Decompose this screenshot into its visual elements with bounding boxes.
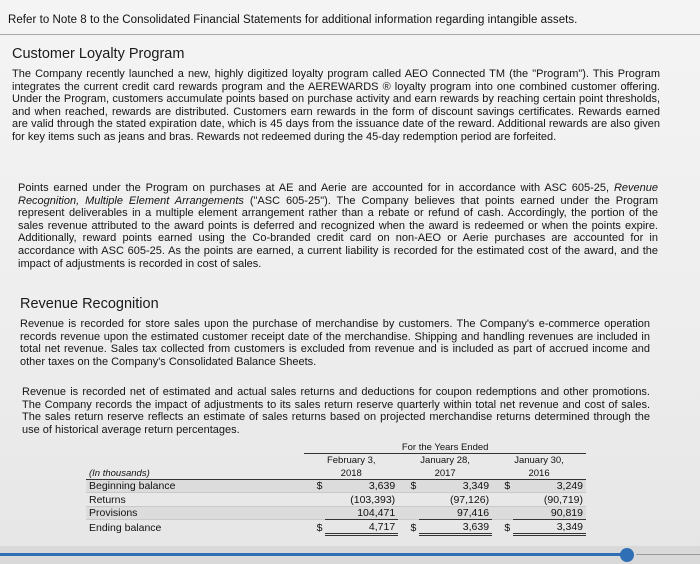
currency-symbol: $ xyxy=(398,479,419,493)
cell-value: 104,471 xyxy=(325,506,398,520)
col3-header-line1: January 30, xyxy=(514,455,564,466)
table-row xyxy=(86,493,586,507)
col1-header-line2: 2018 xyxy=(304,466,398,479)
cell-value: 3,639 xyxy=(325,479,398,493)
cell-value: 3,249 xyxy=(513,479,586,493)
col1-header-line1: February 3, xyxy=(326,455,376,466)
loyalty-p2-text-b: ("ASC 605-25"). The Company believes that points earned under the Program represent deliverables in a multiple element arrangement rather than a rebate or refund of cash. Accordingly, the portion of the sales revenue attributed to the award points is deferred and recognized when the award is redeemed or when the points expire. Additionally, reward points earned using the Co-branded credit card on non-AEO or Aerie purchases are accounted for in accordance with ASC 605-25. As the points are earned, a current liability is recorded for the estimated cost of the award, and the impact of adjustments is recorded in cost of sales. xyxy=(18,194,658,270)
cell-value: 3,349 xyxy=(513,520,586,535)
cell-value: (97,126) xyxy=(419,493,492,507)
loyalty-p2-italic: Revenue Recognition, Multiple Element Arrangements xyxy=(18,182,658,207)
currency-symbol xyxy=(492,506,513,520)
table-row xyxy=(86,479,586,493)
currency-symbol: $ xyxy=(410,522,417,534)
col3-header-line2: 2016 xyxy=(492,466,586,479)
currency-symbol: $ xyxy=(504,522,511,534)
loyalty-heading: Customer Loyalty Program xyxy=(12,46,185,62)
intangible-assets-note: Refer to Note 8 to the Consolidated Financial Statements for additional information regarding intangible assets. xyxy=(8,14,578,26)
currency-symbol: $ xyxy=(316,522,323,534)
cell-value: (90,719) xyxy=(513,493,586,507)
loyalty-paragraph-2 xyxy=(18,182,658,270)
currency-symbol xyxy=(398,493,419,507)
scroll-progress-bar[interactable] xyxy=(0,553,622,556)
table-column-header-row-2 xyxy=(86,466,586,479)
cell-value: 97,416 xyxy=(419,506,492,520)
cell-value: (103,393) xyxy=(325,493,398,507)
table-column-header-row-1 xyxy=(86,453,586,466)
scroll-handle[interactable] xyxy=(620,548,634,562)
cell-value: 3,349 xyxy=(419,479,492,493)
currency-symbol xyxy=(398,506,419,520)
table-row xyxy=(86,520,586,535)
row-label: Beginning balance xyxy=(86,479,304,493)
revenue-heading: Revenue Recognition xyxy=(20,296,159,312)
currency-symbol: $ xyxy=(304,479,325,493)
cell-value: 90,819 xyxy=(513,506,586,520)
divider xyxy=(0,34,700,35)
currency-symbol: $ xyxy=(492,479,513,493)
currency-symbol xyxy=(492,493,513,507)
table-span-header-row xyxy=(86,440,586,453)
row-label: Ending balance xyxy=(89,522,162,534)
cell-value: 3,639 xyxy=(419,520,492,535)
unit-label: (In thousands) xyxy=(86,466,304,479)
loyalty-p2-text-a: Points earned under the Program on purchases at AE and Aerie are accounted for in accordance with ASC 605-25, xyxy=(18,182,614,194)
revenue-paragraph-2: Revenue is recorded net of estimated and actual sales returns and deductions for coupon redemptions and other promotions. The Company records the impact of adjustments to its sales return reserve quarterly within total net revenue and cost of sales. The sales return reserve reflects an estimate of sales returns based on projected merchandise returns determined through the use of historical average return percentages. xyxy=(22,386,650,436)
row-label: Returns xyxy=(86,493,304,507)
revenue-paragraph-1: Revenue is recorded for store sales upon the purchase of merchandise by customers. The Company's e-commerce operation records revenue upon the estimated customer receipt date of the merchandise. Shipping and handling revenues are included in total net revenue. Sales tax collected from customers is excluded from revenue and is included as part of accrued income and other taxes on the Company's Consolidated Balance Sheets. xyxy=(20,318,650,368)
currency-symbol xyxy=(304,493,325,507)
row-label: Provisions xyxy=(86,506,304,520)
cell-value: 4,717 xyxy=(325,520,398,535)
col2-header-line1: January 28, xyxy=(420,455,470,466)
currency-symbol xyxy=(304,506,325,520)
table-row xyxy=(86,506,586,520)
col2-header-line2: 2017 xyxy=(398,466,492,479)
sales-return-reserve-table xyxy=(86,440,586,536)
loyalty-paragraph-1: The Company recently launched a new, highly digitized loyalty program called AEO Connected TM (the "Program"). This Program integrates the current credit card rewards program and the AEREWARDS ® loyalty program into one combined customer offering. Under the Program, customers accumulate points based on purchase activity and earn rewards by reaching certain point thresholds, and when reached, rewards are distributed. Customers earn rewards in the form of discount savings certificates. Rewards earned are valid through the stated expiration date, which is 45 days from the issuance date of the reward. Additional rewards are also given for key items such as jeans and bras. Rewards not redeemed during the 45-day redemption period are forfeited. xyxy=(12,68,660,143)
years-ended-header: For the Years Ended xyxy=(304,440,586,453)
scroll-track-remainder xyxy=(636,554,700,555)
